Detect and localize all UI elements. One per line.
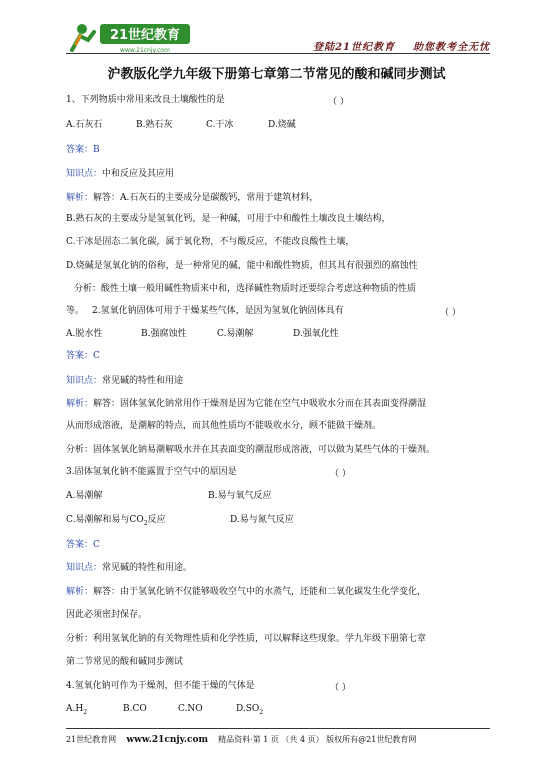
q3-options-row2	[66, 514, 294, 530]
q2-option-d: D.强氧化性	[293, 329, 339, 339]
page-footer	[66, 734, 416, 745]
q3-answer: 答案：C	[66, 540, 100, 550]
slogan-left: 登陆21世纪教育	[313, 42, 395, 53]
q2-stem-line: 等。 2.氢氧化钠固体可用于干燥某些气体，是因为氢氧化钠固体具有	[66, 306, 344, 316]
q4-answer-paren: （ ）	[330, 683, 351, 693]
q1-option-a: A.石灰石	[66, 120, 103, 130]
header-slogan	[313, 38, 490, 53]
footer-page-info: 精品资料·第 1 页 （共 4 页） 版权所有@21世纪教育网	[218, 735, 417, 744]
q2-answer-paren: （ ）	[440, 308, 461, 318]
q3-option-c: C.易潮解和易与$CO_2$反应	[66, 515, 166, 527]
q1-explanation-2: B.熟石灰的主要成分是氢氧化钙，是一种碱，可用于中和酸性土壤改良土壤结构，	[66, 214, 391, 224]
q2-options	[66, 328, 339, 340]
slogan-right: 助您教考全无忧	[413, 42, 490, 53]
q1-analysis: 分析：酸性土壤一般用碱性物质来中和，选择碱性物质时还要综合考虑这种物质的性质	[74, 284, 417, 294]
q3-option-a: A.易潮解	[66, 491, 103, 501]
footer-site-name: 21世纪教育网	[66, 735, 117, 744]
q1-answer: 答案：B	[66, 145, 100, 155]
logo-subtext: www.21cnjy.com	[120, 47, 170, 54]
q4-stem: 4.氢氧化钠可作为干燥剂，但不能干燥的气体是	[66, 681, 255, 691]
q1-option-c: C.干冰	[206, 120, 234, 130]
footer-url-link[interactable]: www.21cnjy.com	[126, 735, 208, 745]
q4-option-d: $D.SO_2$	[236, 704, 264, 716]
logo-text: 21世纪教育	[109, 28, 181, 43]
q1-option-b: B.熟石灰	[136, 120, 173, 130]
header-divider	[66, 53, 490, 54]
q1-answer-paren: （ ）	[328, 97, 349, 107]
q4-options	[66, 703, 263, 719]
q3-analysis-1: 分析：利用氢氧化钠的有关物理性质和化学性质，可以解释这些现象。学九年级下册第七章	[66, 634, 427, 644]
q3-answer-paren: （ ）	[330, 469, 351, 479]
q2-explanation-2: 从而形成溶液，是潮解的特点，而其他性质均不能吸收水分，顾不能做干燥剂。	[66, 421, 382, 431]
q2-explanation-1: 解析：解答：固体氢氧化钠常用作干燥剂是因为它能在空气中吸收水分而在其表面变得潮湿	[66, 399, 427, 409]
q2-knowledge-point: 知识点：常见碱的特性和用途	[66, 376, 184, 386]
page-title: 沪教版化学九年级下册第七章第二节常见的酸和碱同步测试	[107, 67, 446, 82]
q3-option-d: D.易与氮气反应	[230, 515, 294, 525]
q3-knowledge-point: 知识点：常见碱的特性和用途。	[66, 563, 193, 573]
q1-options	[66, 119, 296, 131]
q1-knowledge-point: 知识点：中和反应及其应用	[66, 169, 175, 179]
q4-option-a: $A.H_2$	[66, 704, 88, 716]
site-logo[interactable]	[66, 20, 196, 54]
q3-explanation-2: 因此必须密封保存。	[66, 610, 148, 620]
q1-explanation-3: C.干冰是固态二氧化碳，属于氧化物，不与酸反应，不能改良酸性土壤，	[66, 237, 355, 247]
q2-option-b: B.强腐蚀性	[141, 329, 187, 339]
footer-divider	[66, 728, 490, 729]
q2-answer: 答案：C	[66, 351, 100, 361]
q3-option-b: B.易与氧气反应	[208, 491, 272, 501]
q4-option-b: B.CO	[123, 704, 147, 714]
q2-option-c: C.易潮解	[217, 329, 254, 339]
q3-analysis-2: 第二节常见的酸和碱同步测试	[66, 657, 184, 667]
q2-analysis: 分析：固体氢氧化钠易潮解吸水并在其表面变的潮湿形成溶液，可以做为某些气体的干燥剂。	[66, 445, 436, 455]
logo-runner-icon	[66, 20, 196, 54]
q1-explanation-4: D.烧碱是氢氧化钠的俗称，是一种常见的碱，能中和酸性物质，但其具有很强烈的腐蚀性	[66, 261, 418, 271]
q3-options-row1	[66, 490, 271, 502]
q1-explanation-1: 解析：解答：A.石灰石的主要成分是碳酸钙，常用于建筑材料，	[66, 193, 319, 203]
q1-stem: 1、下列物质中常用来改良土壤酸性的是	[66, 95, 225, 105]
q1-option-d: D.烧碱	[268, 120, 296, 130]
q3-stem: 3.固体氢氧化钠不能露置于空气中的原因是	[66, 467, 237, 477]
q2-option-a: A.脱水性	[66, 329, 103, 339]
q4-option-c: C.NO	[178, 704, 203, 714]
q3-explanation-1: 解析：解答：由于氢氧化钠不仅能够吸收空气中的水蒸气，还能和二氧化碳发生化学变化，	[66, 587, 427, 597]
